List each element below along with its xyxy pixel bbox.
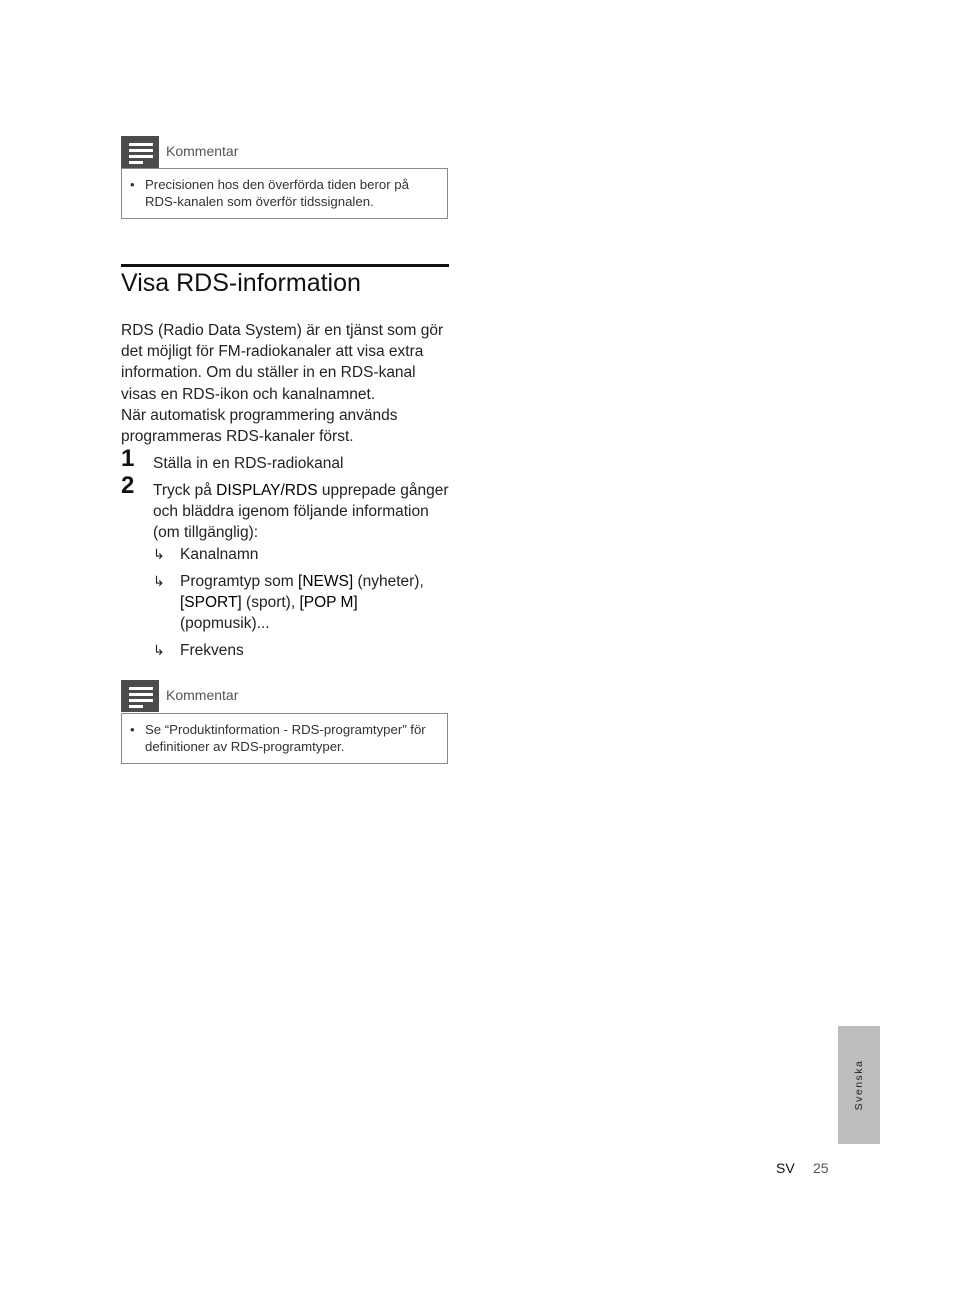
text-part: (popmusik)... <box>180 615 270 633</box>
step-text: Ställa in en RDS-radiokanal <box>153 455 344 472</box>
section-title: Visa RDS-information <box>121 269 361 297</box>
result-text: Frekvens <box>180 642 244 659</box>
step-text-part: upprepade gånger och bläddra igenom följande information (om tillgänglig): <box>153 482 449 542</box>
result-text <box>180 571 450 635</box>
text-part: (sport), <box>241 594 300 612</box>
note-text: Se “Produktinformation - RDS-programtyper” för definitioner av RDS-programtyper. <box>145 722 426 754</box>
language-label: Svenska <box>853 1059 865 1111</box>
text-part: Programtyp som <box>180 573 299 590</box>
note-header <box>121 680 451 712</box>
page-number: 25 <box>813 1160 829 1176</box>
text-part: (nyheter), <box>353 573 424 590</box>
step-text-part: Tryck på <box>153 482 217 499</box>
result-arrow-icon: ↳ <box>153 546 165 562</box>
step-number: 1 <box>121 445 135 472</box>
bullet: • <box>130 177 135 192</box>
program-type: [NEWS] <box>298 573 354 590</box>
note-header <box>121 136 451 168</box>
result-arrow-icon: ↳ <box>153 642 165 658</box>
intro-paragraph: När automatisk programmering används programmeras RDS-kanaler först. <box>121 406 398 446</box>
step-text <box>153 480 453 544</box>
note-box <box>121 168 448 219</box>
language-code: SV <box>776 1160 795 1176</box>
note-label: Kommentar <box>166 143 239 159</box>
note-box <box>121 713 448 764</box>
program-type: [POP M] <box>299 594 358 612</box>
note-label: Kommentar <box>166 687 239 703</box>
note-text: Precisionen hos den överförda tiden beror på RDS-kanalen som överför tidssignalen. <box>145 177 409 209</box>
language-tab <box>838 1026 880 1144</box>
button-name: DISPLAY/RDS <box>216 482 318 499</box>
result-arrow-icon: ↳ <box>153 573 165 589</box>
note-icon <box>121 680 159 712</box>
section-rule <box>121 264 449 267</box>
program-type: [SPORT] <box>180 594 242 612</box>
step-number: 2 <box>121 472 135 499</box>
note-icon <box>121 136 159 168</box>
result-text: Kanalnamn <box>180 546 259 563</box>
intro-text <box>121 320 453 447</box>
bullet: • <box>130 722 135 737</box>
intro-paragraph: RDS (Radio Data System) är en tjänst som gör det möjligt för FM-radiokanaler att visa extra information. Om du ställer in en RDS-kanal visas en RDS-ikon och kanalnamnet. <box>121 322 444 403</box>
